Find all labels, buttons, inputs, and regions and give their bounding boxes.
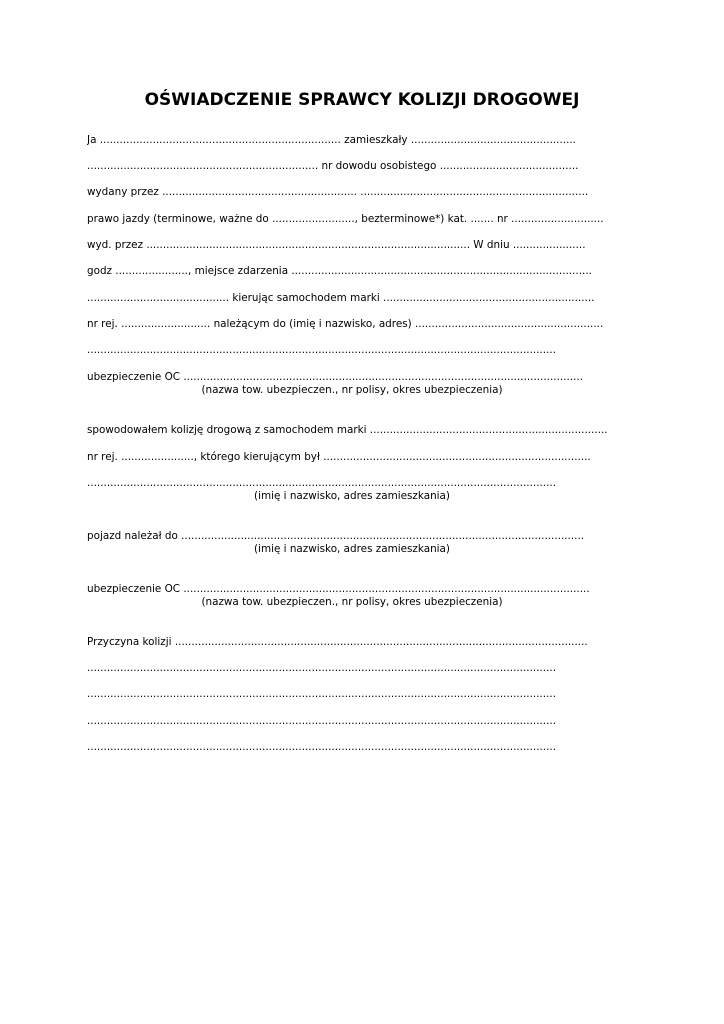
field-line-time-place: godz ......................, miejsce zdarzenia ........................................................................................... bbox=[87, 265, 592, 277]
field-line-name-address: Ja ......................................................................... zamieszkały .................................................. bbox=[87, 134, 576, 146]
sublabel-person: (imię i nazwisko, adres zamieszkania) bbox=[254, 543, 450, 555]
field-line-blank: .............................................................................................................................................. bbox=[87, 477, 557, 489]
field-line-id-number: ...................................................................... nr dowodu osobistego .......................................... bbox=[87, 160, 579, 172]
sublabel-person: (imię i nazwisko, adres zamieszkania) bbox=[254, 490, 450, 502]
sublabel-insurance: (nazwa tow. ubezpieczen., nr polisy, okres ubezpieczenia) bbox=[201, 596, 503, 608]
field-line-other-registration-driver: nr rej. ......................, którego kierującym był ................................................................................. bbox=[87, 451, 591, 463]
field-line-insurance-oc: ubezpieczenie OC ......................................................................................................................... bbox=[87, 371, 584, 383]
field-line-driving-license: prawo jazdy (terminowe, ważne do ........................., bezterminowe*) kat. ....... nr ............................ bbox=[87, 213, 604, 225]
field-line-blank: .............................................................................................................................................. bbox=[87, 662, 557, 674]
field-line-blank: .............................................................................................................................................. bbox=[87, 344, 557, 356]
field-line-blank: .............................................................................................................................................. bbox=[87, 741, 557, 753]
field-line-issued-by: wydany przez ........................................................... ..................................................................... bbox=[87, 186, 589, 198]
field-line-cause: Przyczyna kolizji ............................................................................................................................. bbox=[87, 636, 588, 648]
field-line-registration-owner: nr rej. ........................... należącym do (imię i nazwisko, adres) ......................................................... bbox=[87, 318, 604, 330]
field-line-vehicle-owner: pojazd należał do .......................................................................................................................... bbox=[87, 530, 585, 542]
field-line-vehicle-make: ........................................... kierując samochodem marki ................................................................ bbox=[87, 292, 595, 304]
sublabel-insurance: (nazwa tow. ubezpieczen., nr polisy, okres ubezpieczenia) bbox=[201, 384, 503, 396]
field-line-blank: .............................................................................................................................................. bbox=[87, 715, 557, 727]
field-line-collision-vehicle: spowodowałem kolizję drogową z samochodem marki ........................................................................ bbox=[87, 424, 608, 436]
field-line-blank: .............................................................................................................................................. bbox=[87, 688, 557, 700]
field-line-insurance-oc: ubezpieczenie OC ........................................................................................................................... bbox=[87, 583, 590, 595]
document-title: OŚWIADCZENIE SPRAWCY KOLIZJI DROGOWEJ bbox=[144, 90, 580, 110]
field-line-license-issuer-date: wyd. przez .................................................................................................. W dniu ...................... bbox=[87, 239, 586, 251]
